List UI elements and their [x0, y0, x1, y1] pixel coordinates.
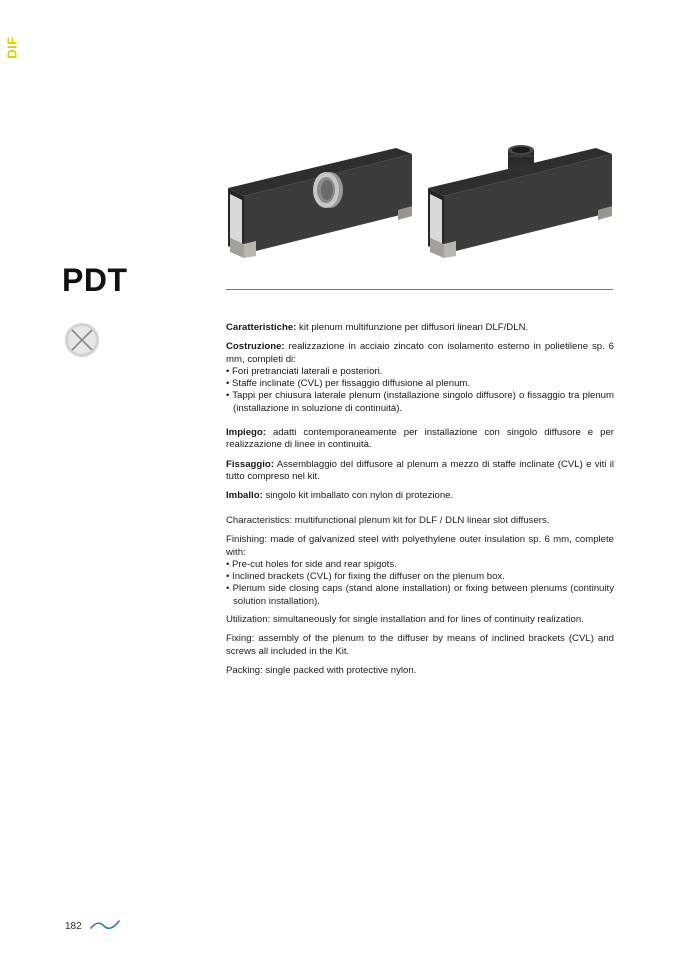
utilization-paragraph: Utilization: simultaneously for single installation and for lines of continuity realization.: [226, 614, 584, 626]
finishing-paragraph: Finishing: made of galvanized steel with polyethylene outer insulation sp. 6 mm, complete with:: [226, 534, 614, 558]
list-item: • Inclined brackets (CVL) for fixing the diffuser on the plenum box.: [226, 571, 614, 583]
list-item: • Staffe inclinate (CVL) per fissaggio diffusione al plenum.: [226, 378, 614, 390]
italian-description: [226, 322, 614, 510]
fissaggio-paragraph: Fissaggio: Assemblaggio del diffusore al plenum a mezzo di staffe inclinate (CVL) e viti il tutto compreso nel kit.: [226, 458, 614, 482]
costruzione-list: [226, 366, 614, 415]
list-item: • Plenum side closing caps (stand alone installation) or fixing between plenums (continuity solution installation).: [226, 583, 614, 608]
product-image-side-spigot: [226, 140, 416, 258]
fixing-paragraph: Fixing: assembly of the plenum to the diffuser by means of inclined brackets (CVL) and screws all included in the Kit.: [226, 633, 614, 657]
packing-paragraph: Packing: single packed with protective nylon.: [226, 664, 417, 676]
list-item: • Fori pretranciati laterali e posteriori.: [226, 366, 614, 378]
list-item: • Tappi per chiusura laterale plenum (installazione singolo diffusore) o fissaggio tra plenum (installazione in soluzione di continuità).: [226, 390, 614, 415]
page-number: 182: [65, 921, 82, 932]
not-available-icon: [64, 322, 100, 358]
title-divider: [226, 289, 613, 290]
characteristics-paragraph: Characteristics: multifunctional plenum kit for DLF / DLN linear slot diffusers.: [226, 515, 550, 526]
product-image-top-spigot: [426, 140, 616, 258]
caratteristiche-paragraph: Caratteristiche: kit plenum multifunzione per diffusori lineari DLF/DLN.: [226, 322, 529, 333]
impiego-paragraph: Impiego: adatti contemporaneamente per installazione con singolo diffusore e per realizzazione di linee in continuità.: [226, 427, 614, 451]
wave-logo-icon: [90, 918, 120, 932]
section-tab-label: DIF: [4, 36, 20, 59]
list-item: • Pre-cut holes for side and rear spigots.: [226, 559, 614, 571]
imballo-paragraph: Imballo: singolo kit imballato con nylon di protezione.: [226, 490, 454, 502]
english-description: [226, 515, 614, 684]
product-title: PDT: [62, 262, 128, 298]
finishing-list: [226, 559, 614, 608]
costruzione-paragraph: Costruzione: realizzazione in acciaio zincato con isolamento esterno in polietilene sp. 6 mm, completi di:: [226, 341, 614, 365]
section-tab: [4, 32, 23, 62]
